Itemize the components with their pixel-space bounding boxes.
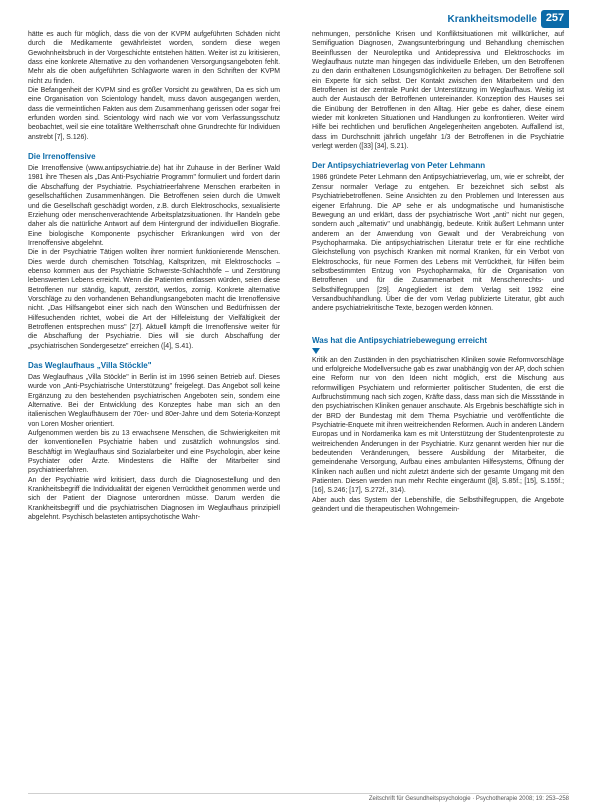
section-title: Krankheitsmodelle [447,14,537,25]
page-number: 257 [545,12,565,24]
right-intro-paragraph: nehmungen, persönliche Krisen und Konfliktsituationen mit willkürlicher, auf Semifiguation Diagnosen, Zwangsunterbringung und Behandlung chemischen Beeinflussen der Neuroleptika und Antidepressiva und Elektroschocks im Weglaufhaus nutzte man hingegen das individuelle Erleben, um den Betroffenen zu den darin enthaltenen Lösungsmöglichkeiten zu befragen. Der Betroffene soll ein Experte für sich selbst. Der Kontakt zwischen den Mitarbeitern und den Betroffenen ist der zentrale Punkt der Unterstützung im Weglaufhaus. Weitig ist auch der Austausch der Betroffenen untereinander. Konzeption des Hauses sei die Einübung der Betroffenen in den Alltag. Hier gebe es daher, diese einem wieder mit konkreten Situationen und Handlungen zu konfrontieren. Weiter wird Hilfe bei rechtlichen und beruflichen Angelegenheiten angeboten. Auffallend ist, dass im Durchschnitt jährlich ungefähr 1/3 der Betroffenen in die Psychiatrie verlegt werden ([33] [34], S.21). [312,31,564,151]
heading-lehmann: Der Antipsychiatrieverlag von Peter Lehmann [312,161,486,171]
left-intro-paragraph: hätte es auch für möglich, dass die von der KVPM aufgeführten Schäden nicht durch die Medikamente gewährleistet worden, sondern diese wegen Gewohnheitsbruch in der Vorgeschichte entstehen hätten. Weiter ist zu kritisieren, dass eine konkrete Alternative zu den vorhandenen Versorgungsangeboten fehlt. Mehr als die oben aufgeführten Schlagworte waren in den Schriften der KVPM nicht zu finden. [28,31,280,85]
left-paragraph-6: Aufgenommen werden bis zu 13 erwachsene Menschen, die Schwierigkeiten mit der konventionellen Psychiatrie haben und zusätzlich wohnungslos sind. Beschäftigt im Weglaufhaus sind Sozialarbeiter und eine Psychologin, aber keine Psychiater oder Ärzte. Mindestens die Hälfte der Mitarbeiter sind psychiatrieerfahren. [28,430,280,475]
right-column [312,30,564,514]
heading-erreicht: Was hat die Antipsychiatriebewegung erreicht [312,335,487,345]
triangle-marker-icon [312,348,320,354]
erreicht-paragraph: Kritik an den Zuständen in den psychiatrischen Kliniken sowie Reformvorschläge und erfolgreiche Modellversuche gab es zwar unabhängig von der AP, doch schien eine Reform nur von den Ideen nicht möglich, erst die Mischung aus reformwilligen Psychiatern und reformierter politischer Studenten, die erst die Aufbruchstimmung nach sich zogen, Kräfte dass, dass man sich die Missstände in den psychiatrischen Kliniken genauer anschaute. Als Ergebnis beschäftigte sich in der BRD der Bundestag mit dem Thema Psychiatrie und veröffentlichte die Psychiatrie-Enquete mit ihren weitreichenden Reformen. Auch in anderen Ländern Europas und in Nordamerika kam es mit Unterstützung der Studentenproteste zu weitreichenden Änderungen in der Psychiatrie. Kurz genannt werden hier nur die bedeutenden Veränderungen, bessere Ausbildung der Mitarbeiter, die gemeindenahe Versorgung, Aufbau eines ambulanten Hilfesystems, Öffnung der Kliniken nach außen und nicht zuletzt änderte sich der gesamte Umgang mit den Patienten. Diesen werden nun mehr Rechte eingeräumt ([8], S.85f.; [15], S.155f.; [16], S.246; [17], S.272f., 314). [312,356,564,495]
right-last-paragraph: Aber auch das System der Lebenshilfe, die Selbsthilfegruppen, die Angebote geändert und die therapeutischen Wohngemein- [312,496,564,514]
footer-rule [28,793,569,794]
left-paragraph-2: Die Befangenheit der KVPM sind es größer Vorsicht zu gewähren, Da es sich um eine Organisation von Scientology handelt, muss davon ausgegangen werden, dass die vermeintlichen Fakten aus dem Zusammenhang gerissen oder sogar frei erfunden worden sind. Scientology wird nach wie vor vom Verfassungsschutz beobachtet, weil sie eine totalitäre Weltherrschaft ohne Grundrechte für Individuen anstrebt [7], S.126). [28,87,280,141]
left-paragraph-7: An der Psychiatrie wird kritisiert, dass durch die Diagnosestellung und den Krankheitsbegriff die Individualität der eigenen Verrücktheit genommen werde und sich der Patient der Diagnose unterordnen müsse. Darum werden die Krankheitsbegriff und die psychiatrischen Diagnosen im Weglaufhaus prinzipiell abgelehnt. Psychisch belasteten antipsychotische Wahr- [28,476,280,522]
weglaufhaus-paragraph: Das Weglaufhaus „Villa Stöckle" in Berlin ist im 1996 seinen Betrieb auf. Dieses wurde von „Anti-Psychiatrische Unterstützung" freigelegt. Das Angebot soll keine Ergänzung zu den bestehenden psychiatrischen Angeboten sein, sondern eine Alternative. Bei der Entwicklung des Konzeptes habe man sich an den italienischen Weglaufhäusern der 70er- und 80er-Jahre und dem Soteria-Konzept von Loren Mosher orientiert. [28,374,280,428]
left-paragraph-4: Die in der Psychiatrie Tätigen wollten ihrer normiert funktionierende Menschen. Dies werde durch chemischen Totschlag, Kaltspritzen, mit Elektroschocks – ebenso kommen aus der Psychiatrie Schwerste-Schlachthöfe – und Zerstörung lebenswerten Lebens erreicht. Wenn die Patienten entlassen würden, seien diese Betroffenen nur ständig, kaputt, zerstört, wertlos, zornig. Konkrete alternative Vorschläge zu den vorhandenen Behandlungsangeboten macht die Irrenoffensive nicht. „Das Hilfsangebot einer sich nach den Wünschen und Bedürfnissen der Hilfesuchenden richtet, wobei die Art der Hilfeleistung der Vielfältigkeit der Betroffenen entsprechen muss" [27]. Aktuell kämpft die Irrenoffensive weiter für die Abschaffung der Psychiatrie. Dies will sie durch Abschaffung der „psychiatrischen Sondergesetze" erreichen ([4], S.41). [28,249,280,350]
lehmann-paragraph: 1986 gründete Peter Lehmann den Antipsychiatrieverlag, um, wie er schreibt, der Zensur normaler Verlage zu entgehen. Er bezeichnet sich selbst als Psychiatriebetroffenen. Seine Ansichten zu den Problemen und Interessen aus eigener Erfahrung. Die AP sehe er als undogmatische und humanistische Bewegung an und erklärt, dass der psychiatrische Wort „anti" nicht nur gegen, sondern auch „alternativ" und unabhängig, bedeute. Kritik äußert Lehmann unter anderem an der Anwendung von Gewalt und der Verabreichung von Psychopharmaka. Die antipsychiatrischen Literatur trete er für eine rechtliche Gleichstellung von psychisch Kranken mit normal Kranken, für ein Verbot von Elektroschocks, für neue Formen des Lebens mit Verrücktheit, für Hilfen beim selbstbestimmten Entzug von Psychopharmaka, für die Organisation von Betroffenen und für die Zusammenarbeit mit Menschenrechts- und Selbsthilfegruppen [29]. Angegliedert ist dem Verlag seit 1992 eine Versandbuchhandlung. Über die der vom Verlag publizierte Literatur, gibt auch andere psychiatriekritische Texte, bezogen werden können. [312,174,564,313]
heading-irrenoffensive: Die Irrenoffensive [28,152,96,162]
footer-citation: Zeitschrift für Gesundheitspsychologie · Psychotherapie 2008; 19: 253–258 [368,796,569,802]
heading-weglaufhaus: Das Weglaufhaus „Villa Stöckle" [28,361,152,370]
left-column [28,30,280,523]
irrenoffensive-paragraph: Die Irrenoffensive (www.antipsychiatrie.de) hat ihr Zuhause in der Berliner Wald 1981 ihre Thesen als „Das Anti-Psychiatrie Programm" formuliert und fordert darin die Abschaffung der Psychiatrie. Psychiatrieerfahrene Menschen erarbeiten in gesellschaftlichen Zusammenhängen. Die Betroffenen seien durch die Umwelt und die Gesellschaft geschädigt worden, z.B. durch Elektroschocks, sexualisierte Erziehung oder menschenverachtende Arbeitsplatzsituationen. Ihr Handeln gebe daher als die natürliche Antwort auf dem Hintergrund der individuellen Biografie. Eine biologische Komponente psychischer Erkrankungen wird von der Irrenoffensive abgelehnt. [28,165,280,247]
